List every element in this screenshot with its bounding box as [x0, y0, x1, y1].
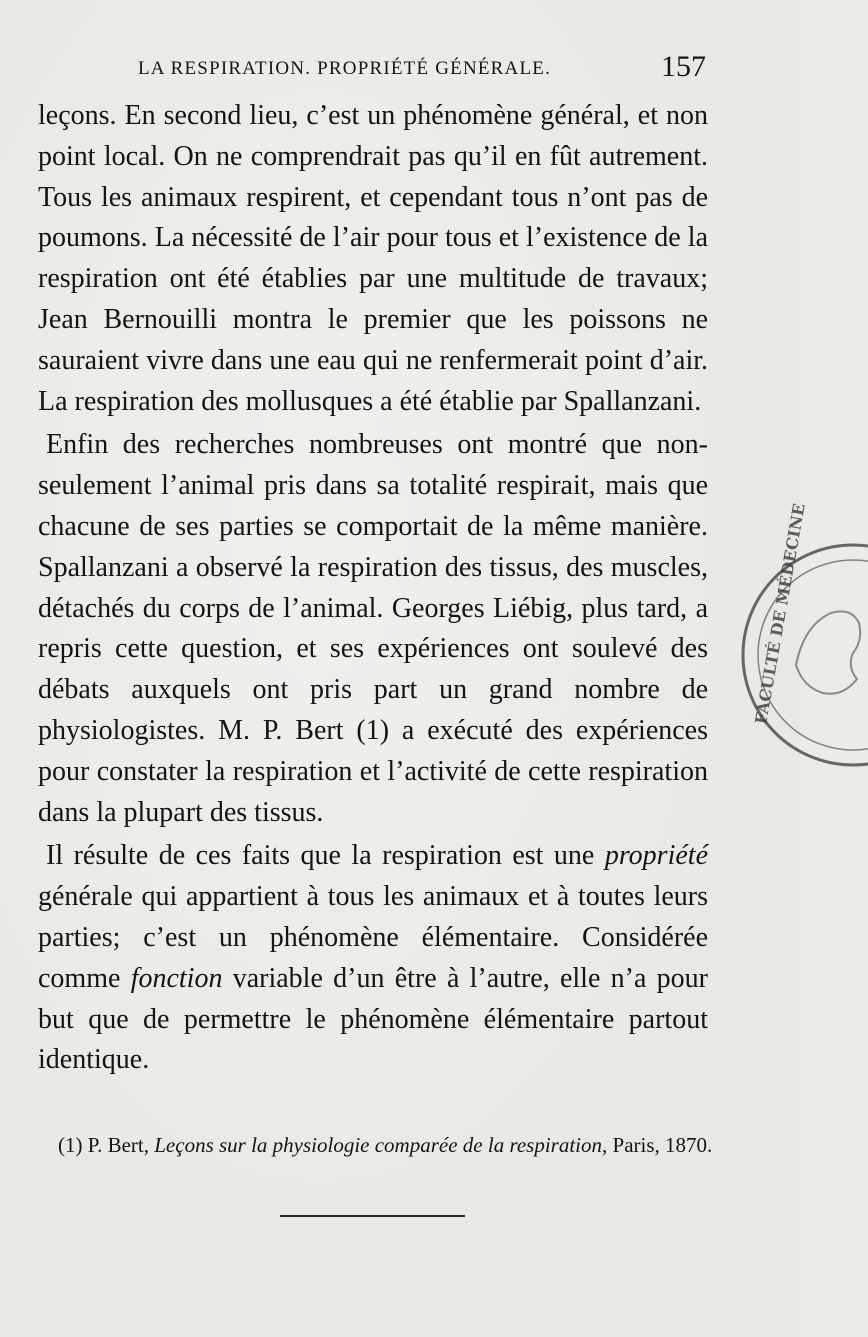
paragraph-2: Enfin des recherches nombreuses ont montré que non-seulement l’animal pris dans sa totalité respirait, mais que chacune de ses parties se comportait de la même manière. Spallanzani a observé la respiration des tissus, des muscles, détachés du corps de l’animal. Georges Liébig, plus tard, a repris cette question, et ses expériences ont soulevé des débats auxquels ont pris part un grand nombre de physiologistes. M. P. Bert (1) a exécuté des expériences pour constater la respiration et l’activité de cette respiration dans la plupart des tissus.	[38, 429, 708, 828]
running-header	[138, 50, 710, 86]
library-stamp	[738, 501, 868, 775]
running-title: LA RESPIRATION. PROPRIÉTÉ GÉNÉRALE.	[138, 58, 552, 79]
paragraph-3-emphasis-fonction: fonction	[130, 962, 223, 994]
footnote-marker: (1) P. Bert,	[58, 1133, 155, 1157]
footnote-rule	[280, 1215, 465, 1217]
footnote	[58, 1133, 718, 1158]
stamp-graphic	[738, 501, 868, 775]
paragraph-3-text-a: Il résulte de ces faits que la respiration est une	[46, 840, 605, 872]
main-text	[38, 96, 708, 1081]
footnote-rest: , Paris, 1870.	[602, 1133, 713, 1157]
page-number: 157	[661, 50, 706, 83]
stamp-text: FACULTÉ DE MÉDECINE	[751, 501, 809, 726]
paragraph-3-text-c: variable d’un être à l’autre, elle n’a pour but que de permettre le phénomène élémentaire partout identique.	[38, 962, 708, 1076]
paragraph-3	[38, 836, 708, 1081]
paragraph-3-text-b: générale qui appartient à tous les animaux et à toutes leurs parties; c’est un phénomène élémentaire. Considérée comme	[38, 881, 708, 994]
paragraph-1: leçons. En second lieu, c’est un phénomène général, et non point local. On ne comprendrait pas qu’il en fût autrement. Tous les animaux respirent, et cependant tous n’ont pas de poumons. La nécessité de l’air pour tous et l’existence de la respiration ont été établies par une multitude de travaux; Jean Bernouilli montra le premier que les poissons ne sauraient vivre dans une eau qui ne renfermerait point d’air. La respiration des mollusques a été établie par Spallanzani.	[38, 100, 708, 417]
footnote-title: Leçons sur la physiologie comparée de la respiration	[154, 1133, 603, 1157]
paragraph-3-emphasis-propriete: propriété	[604, 840, 708, 872]
